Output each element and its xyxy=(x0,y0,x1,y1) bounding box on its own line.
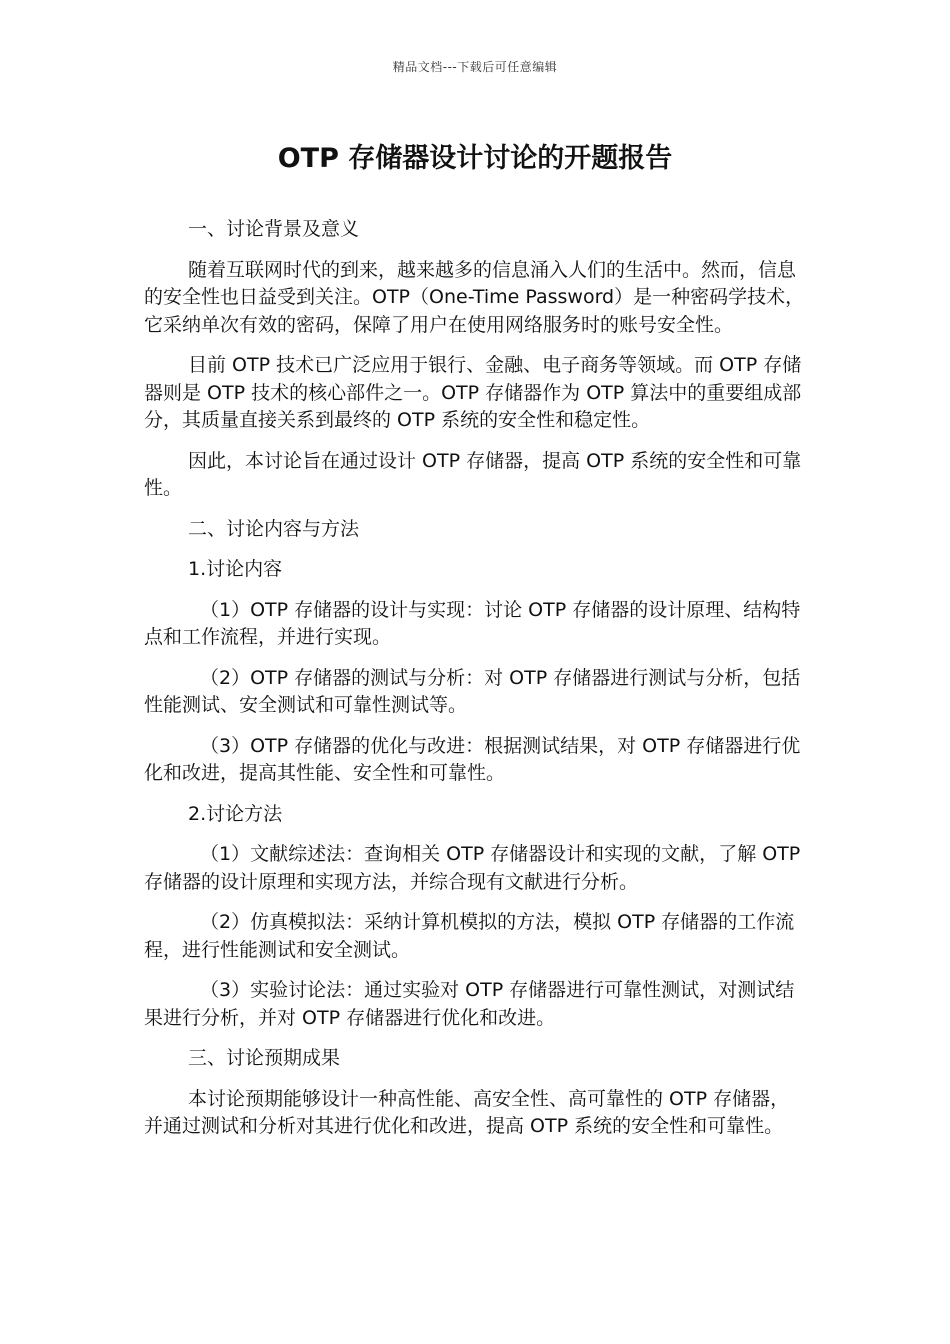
paragraph-background-2: 目前 OTP 技术已广泛应用于银行、金融、电子商务等领域。而 OTP 存储器则是 OTP 技术的核心部件之一。OTP 存储器作为 OTP 算法中的重要组成部分，其质量直接关系到最终的 OTP 系统的安全性和稳定性。 xyxy=(144,354,802,431)
content-item-3: （3）OTP 存储器的优化与改进：根据测试结果，对 OTP 存储器进行优化和改进，提高其性能、安全性和可靠性。 xyxy=(144,734,801,784)
content-item-2: （2）OTP 存储器的测试与分析：对 OTP 存储器进行测试与分析，包括性能测试、安全测试和可靠性测试等。 xyxy=(144,666,801,716)
section-heading-background: 一、讨论背景及意义 xyxy=(188,218,360,240)
section-heading-expected-results: 三、讨论预期成果 xyxy=(188,1047,341,1069)
paragraph-background-3: 因此，本讨论旨在通过设计 OTP 存储器，提高 OTP 系统的安全性和可靠性。 xyxy=(144,449,802,499)
section-heading-content-method: 二、讨论内容与方法 xyxy=(188,517,360,540)
document-title: OTP 存储器设计讨论的开题报告 xyxy=(277,143,673,174)
method-item-2: （2）仿真模拟法：采纳计算机模拟的方法，模拟 OTP 存储器的工作流程，进行性能测试和安全测试。 xyxy=(144,911,795,961)
subheading-content: 1.讨论内容 xyxy=(188,558,283,580)
header-note: 精品文档---下载后可任意编辑 xyxy=(392,60,558,74)
document-body xyxy=(144,216,808,1154)
content-item-1: （1）OTP 存储器的设计与实现：讨论 OTP 存储器的设计原理、结构特点和工作流程，并进行实现。 xyxy=(144,598,801,648)
method-item-1: （1）文献综述法：查询相关 OTP 存储器设计和实现的文献，了解 OTP 存储器的设计原理和实现方法，并综合现有文献进行分析。 xyxy=(144,843,801,893)
method-item-3: （3）实验讨论法：通过实验对 OTP 存储器进行可靠性测试，对测试结果进行分析，并对 OTP 存储器进行优化和改进。 xyxy=(144,979,795,1029)
subheading-method: 2.讨论方法 xyxy=(188,802,283,825)
paragraph-background-1: 随着互联网时代的到来，越来越多的信息涌入人们的生活中。然而，信息的安全性也日益受到关注。OTP（One-Time Password）是一种密码学技术，它采纳单次有效的密码，保障了用户在使用网络服务时的账号安全性。 xyxy=(144,258,805,336)
paragraph-expected-results: 本讨论预期能够设计一种高性能、高安全性、高可靠性的 OTP 存储器，并通过测试和分析对其进行优化和改进，提高 OTP 系统的安全性和可靠性。 xyxy=(144,1087,790,1137)
